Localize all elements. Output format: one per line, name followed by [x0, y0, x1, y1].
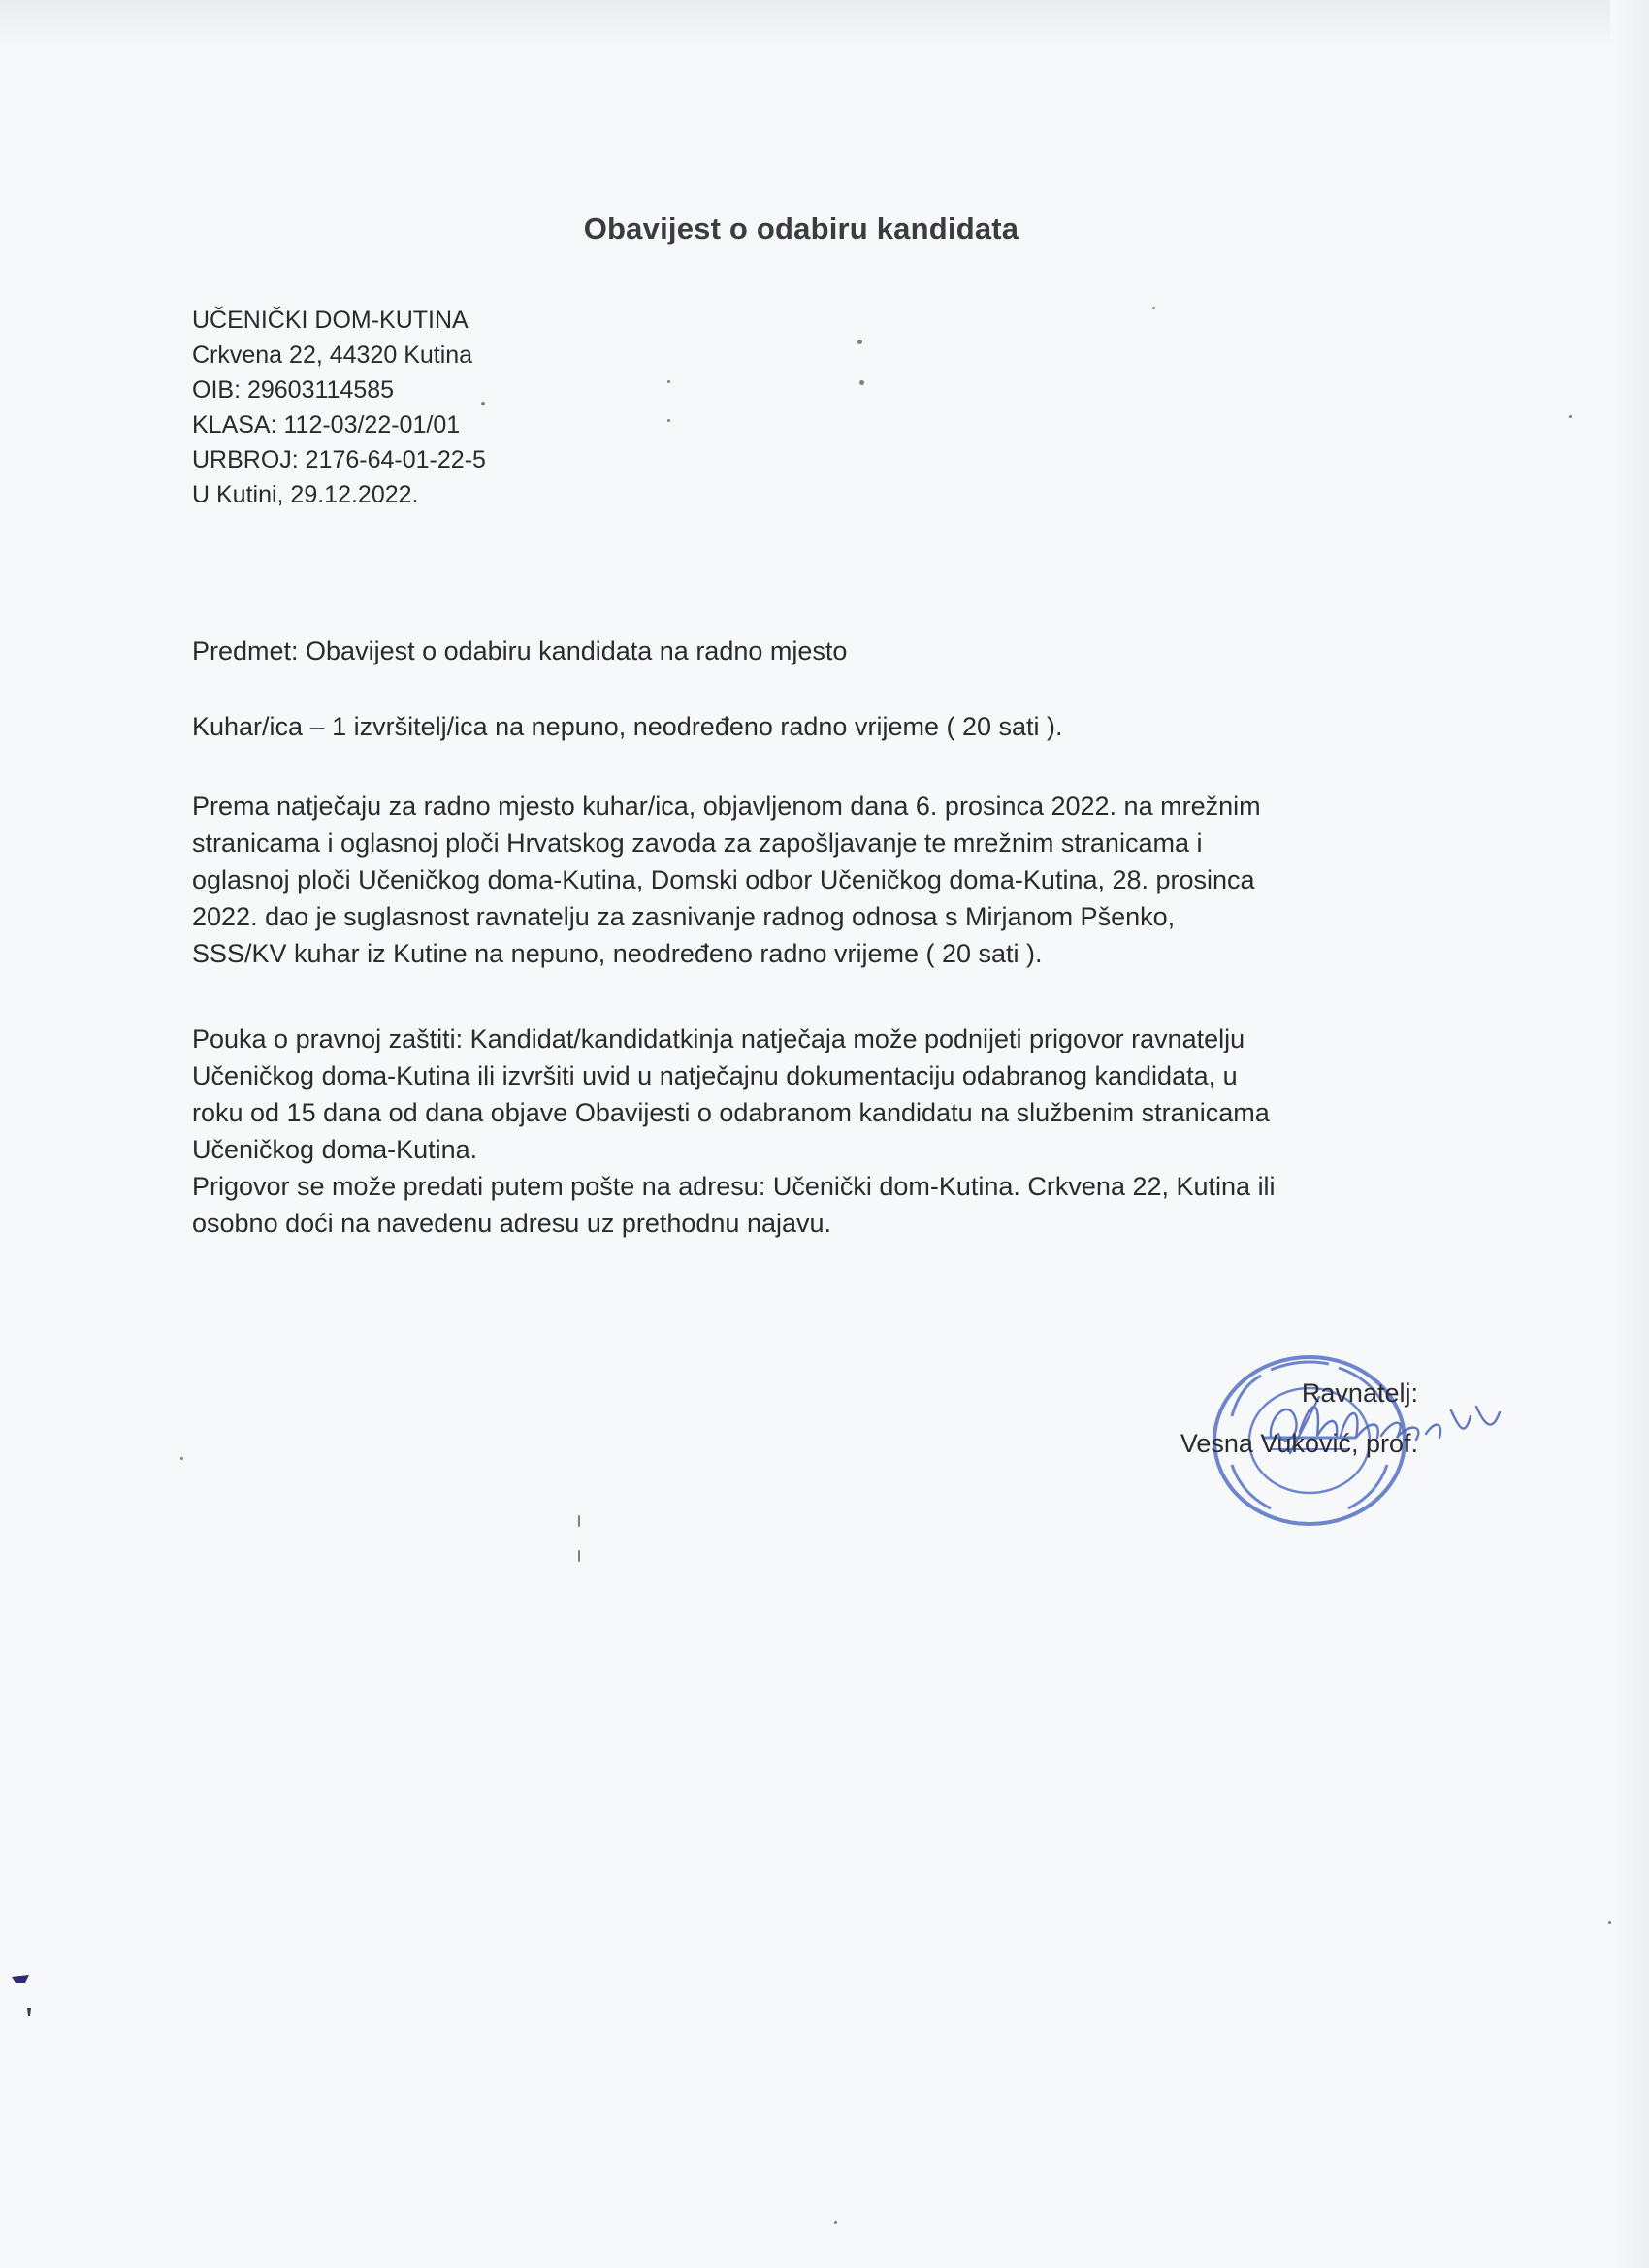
paragraph-line: Prema natječaju za radno mjesto kuhar/ica, objavljenom dana 6. prosinca 2022. na mrežnim	[192, 792, 1261, 821]
urbroj-number: URBROJ: 2176-64-01-22-5	[192, 446, 486, 473]
scan-speck	[1608, 1921, 1611, 1924]
signature-block	[1180, 1368, 1418, 1469]
paragraph-line: SSS/KV kuhar iz Kutine na nepuno, neodređeno radno vrijeme ( 20 sati ).	[192, 939, 1043, 968]
scan-speck	[578, 1515, 580, 1527]
position-description: Kuhar/ica – 1 izvršitelj/ica na nepuno, neodređeno radno vrijeme ( 20 sati ).	[192, 712, 1063, 741]
scan-speck	[1152, 307, 1155, 309]
scan-speck	[667, 380, 670, 383]
decision-paragraph	[192, 788, 1453, 972]
paragraph-line: stranicama i oglasnoj ploči Hrvatskog zavoda za zapošljavanje te mrežnim stranicama i	[192, 828, 1203, 858]
institution-address: Crkvena 22, 44320 Kutina	[192, 341, 473, 369]
signatory-role: Ravnatelj:	[1301, 1378, 1418, 1408]
klasa-number: KLASA: 112-03/22-01/01	[192, 411, 461, 438]
scan-speck	[1569, 415, 1572, 418]
signatory-name: Vesna Vuković, prof.	[1180, 1429, 1418, 1458]
subject-line: Predmet: Obavijest o odabiru kandidata na radno mjesto	[192, 636, 848, 665]
scan-speck	[859, 380, 864, 385]
scan-speck	[667, 419, 670, 422]
paragraph-line: oglasnoj ploči Učeničkog doma-Kutina, Domski odbor Učeničkog doma-Kutina, 28. prosinca	[192, 865, 1255, 894]
place-and-date: U Kutini, 29.12.2022.	[192, 481, 419, 508]
scan-speck	[578, 1550, 580, 1562]
document-title: Obavijest o odabiru kandidata	[583, 211, 1019, 245]
paragraph-line: osobno doći na navedenu adresu uz prethodnu najavu.	[192, 1209, 832, 1238]
paragraph-line: Pouka o pravnoj zaštiti: Kandidat/kandidatkinja natječaja može podnijeti prigovor ravnatelju	[192, 1024, 1245, 1053]
scan-speck	[180, 1457, 183, 1460]
scan-speck	[481, 402, 485, 405]
institution-name: UČENIČKI DOM-KUTINA	[192, 307, 469, 334]
ink-blot	[8, 1969, 37, 2018]
scan-speck	[834, 2221, 837, 2224]
paragraph-line: roku od 15 dana od dana objave Obavijesti o odabranom kandidatu na službenim stranicama	[192, 1098, 1270, 1127]
paragraph-line: 2022. dao je suglasnost ravnatelju za zasnivanje radnog odnosa s Mirjanom Pšenko,	[192, 902, 1176, 931]
oib-number: OIB: 29603114585	[192, 376, 395, 404]
paragraph-line: Prigovor se može predati putem pošte na adresu: Učenički dom-Kutina. Crkvena 22, Kutina ili	[192, 1172, 1276, 1201]
paragraph-line: Učeničkog doma-Kutina.	[192, 1135, 478, 1164]
letterhead	[192, 303, 486, 512]
scan-speck	[857, 340, 862, 344]
paragraph-line: Učeničkog doma-Kutina ili izvršiti uvid u natječajnu dokumentaciju odabranog kandidata, u	[192, 1061, 1238, 1090]
legal-remedy-paragraph	[192, 1021, 1453, 1242]
